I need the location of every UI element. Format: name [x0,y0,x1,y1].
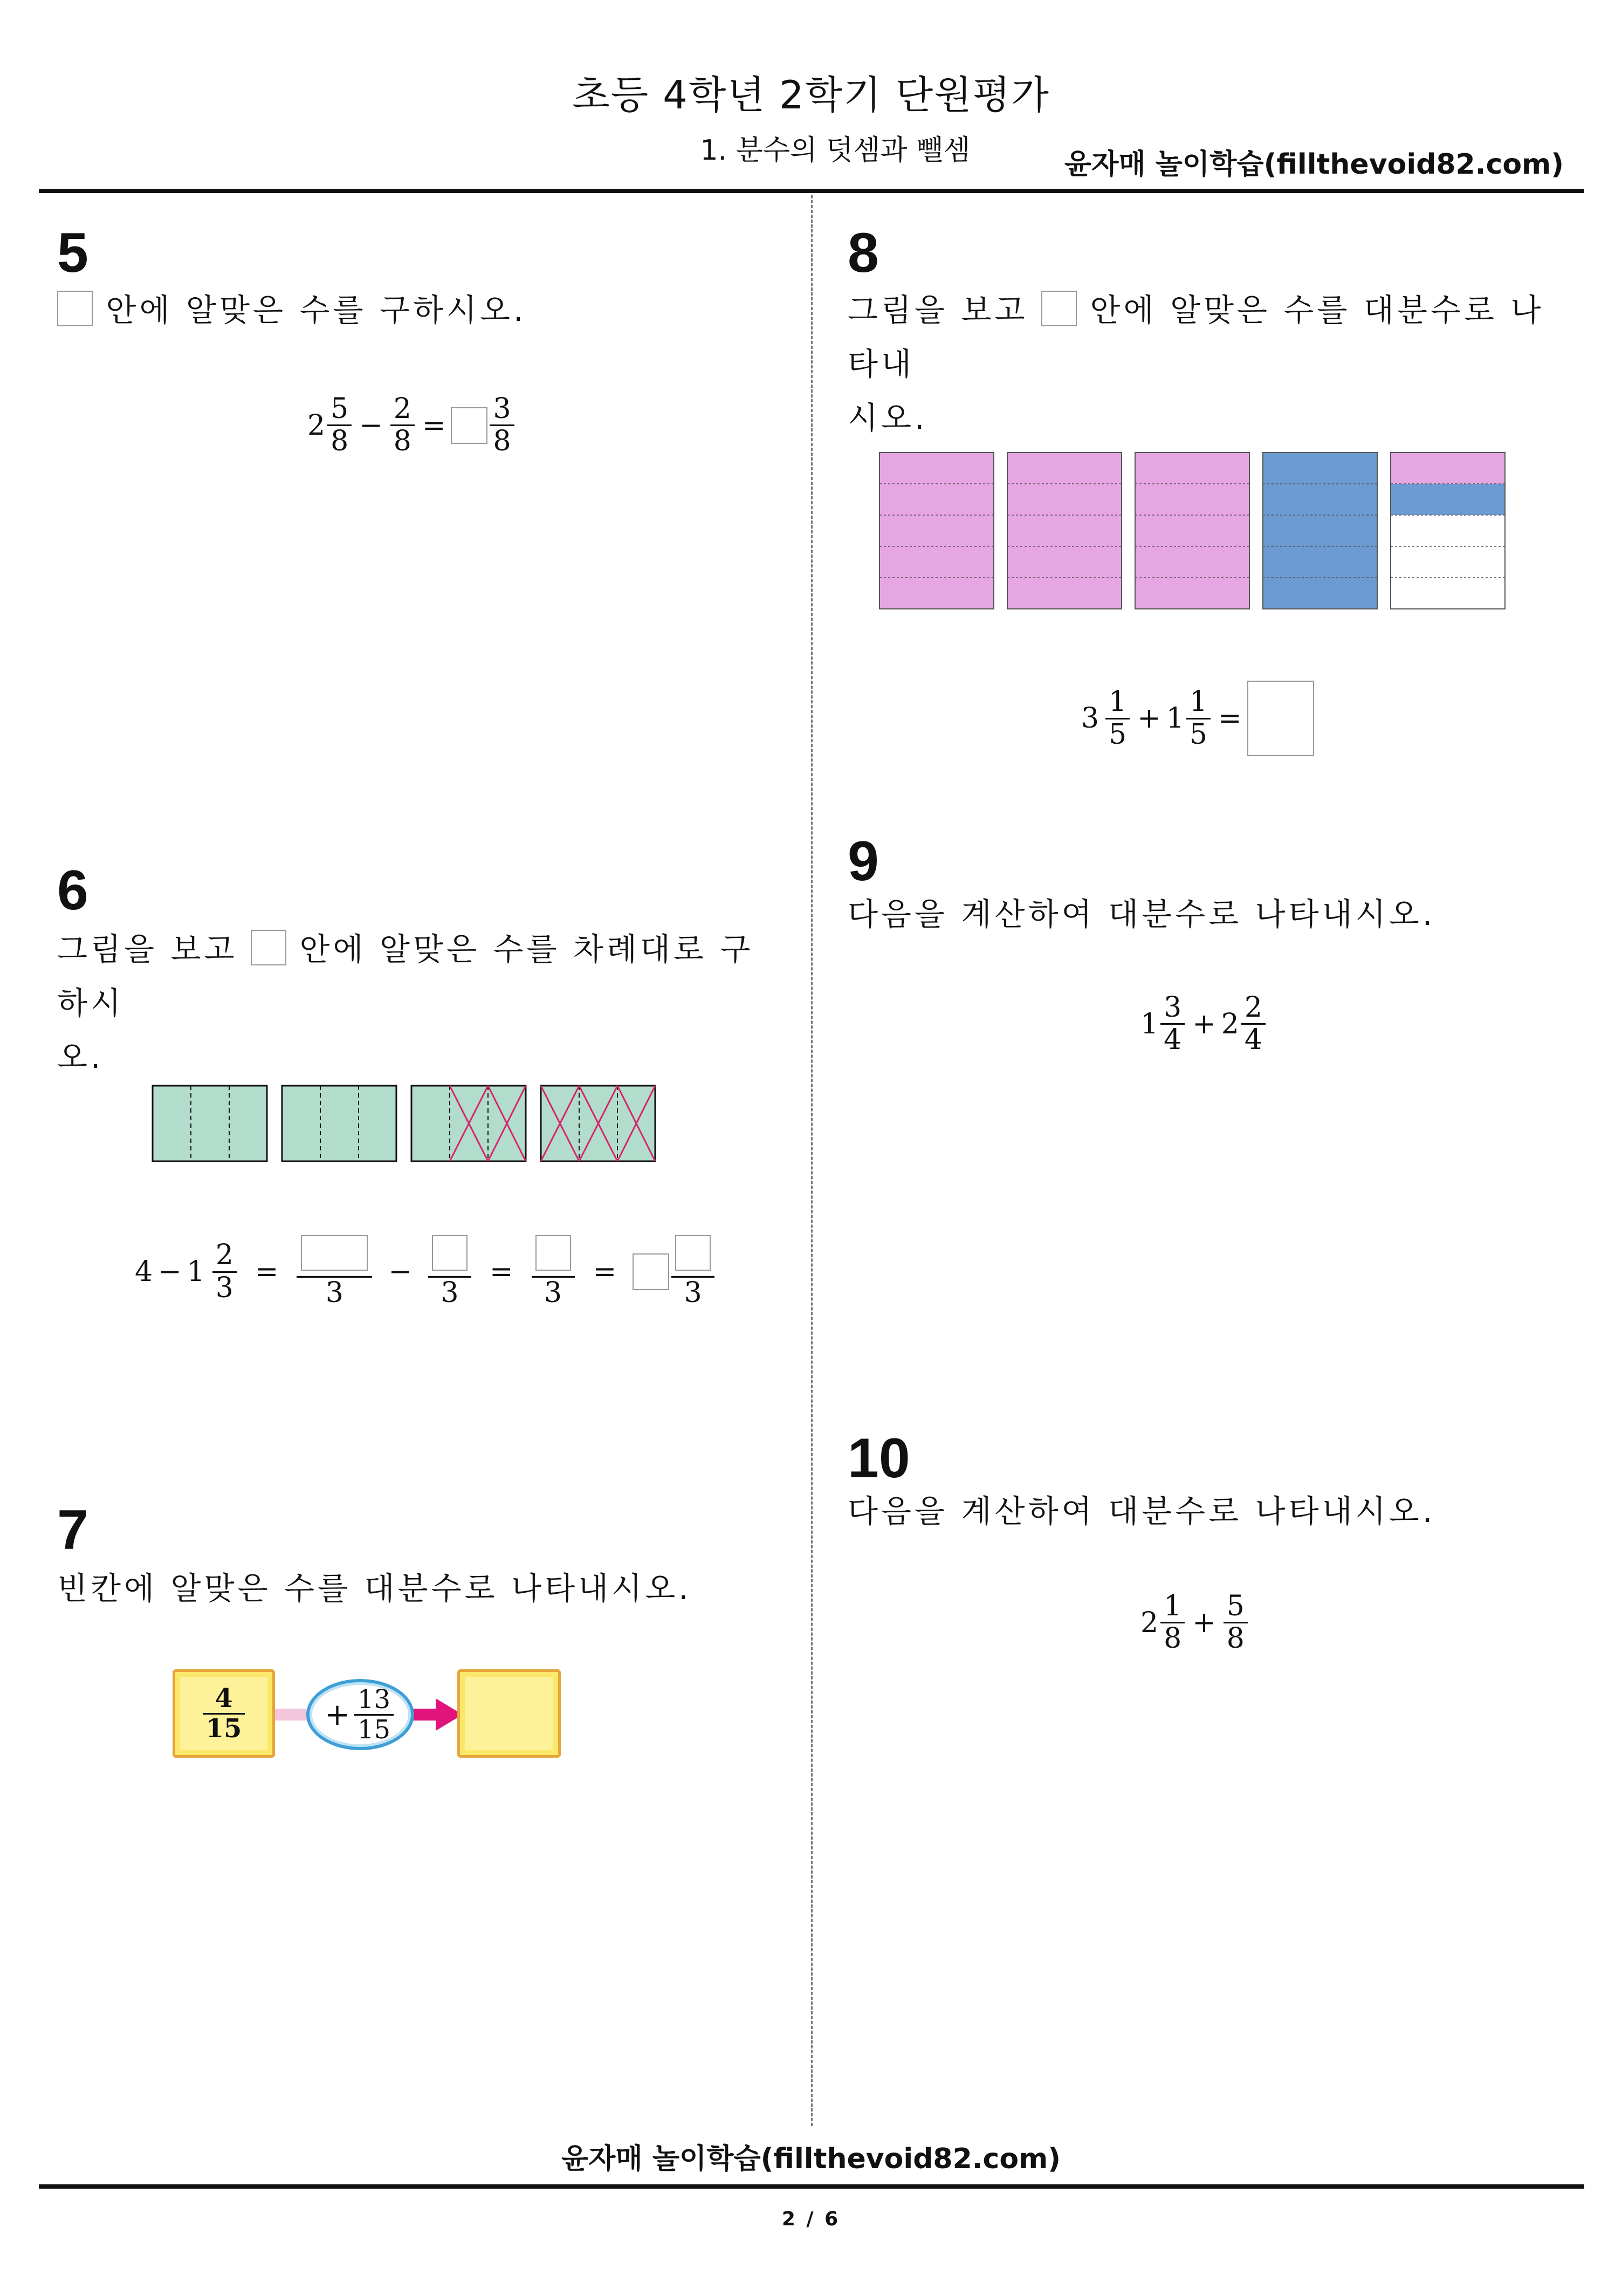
fraction: $\frac{13}{15}$ [354,1685,394,1744]
fraction: $\frac{1}{5}$ [1105,687,1130,750]
whole-rect-3 [1135,453,1249,609]
q10-expression: 2 $\frac{1}{8}$ + $\frac{5}{8}$ [1140,1591,1250,1654]
answer-box-icon [1041,291,1077,326]
fraction: $\frac{3}{4}$ [1160,992,1185,1056]
question-number: 7 [57,1499,88,1561]
q5-expression: 2 $\frac{5}{8}$ − $\frac{2}{8}$ = $\frac{3}{8}$ [307,394,517,457]
question-text: 그림을 보고 안에 알맞은 수를 대분수로 나타내 시오. [848,292,1544,436]
q8-fraction-model [878,451,1509,611]
answer-numerator-box[interactable] [301,1235,368,1271]
fraction: 3 [671,1235,714,1308]
fraction: 3 [297,1235,372,1308]
question-text: 안에 알맞은 수를 구하시오. [57,283,527,337]
q6-expression: 4 − 1 $\frac{2}{3}$ = 3 − 3 = 3 = 3 [135,1235,717,1308]
answer-box[interactable] [1247,681,1314,756]
answer-numerator-box[interactable] [675,1235,711,1271]
question-text: 빈칸에 알맞은 수를 대분수로 나타내시오. [57,1570,692,1607]
whole-rect-4 [1263,453,1377,609]
start-box [173,1669,275,1758]
question-number: 8 [848,222,879,284]
operation-oval: + $\frac{13}{15}$ [306,1679,414,1750]
q7-flow-diagram [173,1669,561,1761]
whole-rect-1 [153,1086,267,1161]
question-number: 5 [57,222,88,284]
whole-rect-1 [879,453,994,609]
fraction: $\frac{2}{8}$ [390,394,415,457]
result-answer-box[interactable] [457,1669,561,1758]
question-text: 그림을 보고 안에 알맞은 수를 차례대로 구하시 오. [57,931,754,1075]
question-text: 다음을 계산하여 대분수로 나타내시오. [848,1493,1436,1530]
whole-rect-3 [411,1086,526,1161]
answer-box-icon [251,930,286,965]
q6-fraction-model [151,1084,663,1165]
footer-brand: 윤자매 놀이학습(fillthevoid82.com) [561,2143,1061,2175]
q8-expression: 3 $\frac{1}{5}$ + 1 $\frac{1}{5}$ = [1081,681,1314,756]
worksheet-subtitle: 1. 분수의 덧셈과 뺄셈 [700,134,971,167]
question-number: 6 [57,859,88,922]
fraction: 3 [428,1235,471,1308]
question-number: 9 [848,830,879,893]
fraction: $\frac{4}{15}$ [203,1684,245,1743]
whole-rect-2 [1007,453,1122,609]
fraction: $\frac{2}{3}$ [212,1240,237,1303]
answer-box-icon [57,291,93,326]
worksheet-title: 초등 4학년 2학기 단원평가 [572,72,1050,118]
whole-rect-5 [1391,453,1505,609]
fraction: 3 [532,1235,575,1308]
answer-whole-box[interactable] [451,407,487,444]
footer-rule [39,2184,1584,2189]
question-number: 10 [848,1427,910,1490]
answer-whole-box[interactable] [633,1253,669,1290]
fraction: $\frac{2}{4}$ [1241,992,1266,1056]
fraction: $\frac{5}{8}$ [1224,1591,1248,1654]
header-rule [39,189,1584,193]
fraction: $\frac{5}{8}$ [327,394,352,457]
column-divider [811,195,813,2126]
fraction: $\frac{3}{8}$ [490,394,514,457]
answer-numerator-box[interactable] [432,1235,468,1271]
whole-rect-4 [541,1086,655,1161]
fraction: $\frac{1}{5}$ [1186,687,1211,750]
q9-expression: 1 $\frac{3}{4}$ + 2 $\frac{2}{4}$ [1140,992,1268,1056]
answer-numerator-box[interactable] [535,1235,571,1271]
whole-rect-2 [282,1086,396,1161]
header-brand: 윤자매 놀이학습(fillthevoid82.com) [1064,148,1564,181]
fraction: $\frac{1}{8}$ [1160,1591,1185,1654]
question-text: 다음을 계산하여 대분수로 나타내시오. [848,896,1436,933]
page-number: 2 / 6 [781,2208,841,2230]
